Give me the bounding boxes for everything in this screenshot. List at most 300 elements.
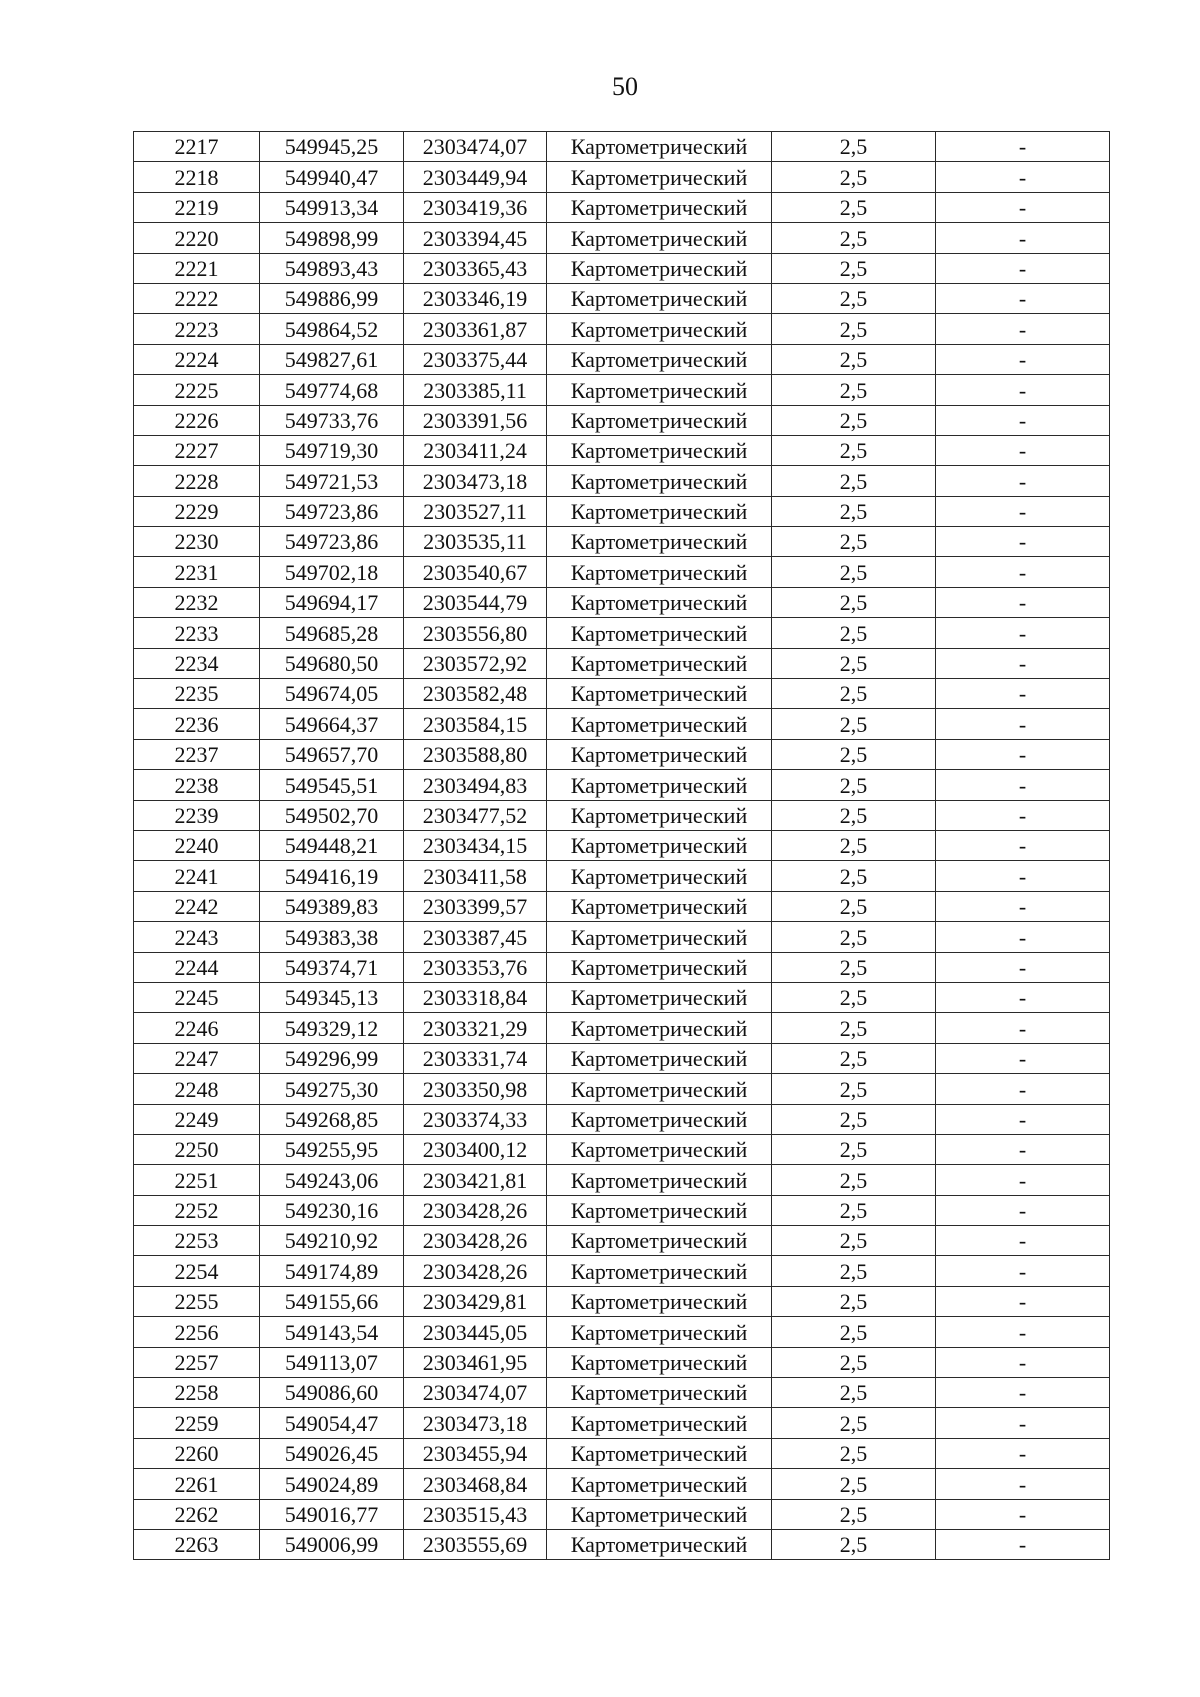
y-coordinate-cell: 2303434,15 bbox=[404, 830, 547, 860]
note-cell: - bbox=[936, 1347, 1110, 1377]
y-coordinate-cell: 2303449,94 bbox=[404, 162, 547, 192]
accuracy-cell: 2,5 bbox=[772, 283, 936, 313]
point-number-cell: 2256 bbox=[134, 1317, 260, 1347]
x-coordinate-cell: 549113,07 bbox=[260, 1347, 404, 1377]
y-coordinate-cell: 2303555,69 bbox=[404, 1529, 547, 1559]
accuracy-cell: 2,5 bbox=[772, 861, 936, 891]
accuracy-cell: 2,5 bbox=[772, 1104, 936, 1134]
x-coordinate-cell: 549026,45 bbox=[260, 1438, 404, 1468]
accuracy-cell: 2,5 bbox=[772, 679, 936, 709]
point-number-cell: 2230 bbox=[134, 527, 260, 557]
accuracy-cell: 2,5 bbox=[772, 1165, 936, 1195]
point-number-cell: 2218 bbox=[134, 162, 260, 192]
point-number-cell: 2259 bbox=[134, 1408, 260, 1438]
x-coordinate-cell: 549913,34 bbox=[260, 192, 404, 222]
method-cell: Картометрический bbox=[547, 162, 772, 192]
x-coordinate-cell: 549374,71 bbox=[260, 952, 404, 982]
method-cell: Картометрический bbox=[547, 1226, 772, 1256]
y-coordinate-cell: 2303411,58 bbox=[404, 861, 547, 891]
x-coordinate-cell: 549329,12 bbox=[260, 1013, 404, 1043]
accuracy-cell: 2,5 bbox=[772, 1529, 936, 1559]
note-cell: - bbox=[936, 1317, 1110, 1347]
table-row bbox=[134, 283, 1110, 313]
y-coordinate-cell: 2303474,07 bbox=[404, 132, 547, 162]
x-coordinate-cell: 549086,60 bbox=[260, 1378, 404, 1408]
point-number-cell: 2261 bbox=[134, 1469, 260, 1499]
point-number-cell: 2231 bbox=[134, 557, 260, 587]
method-cell: Картометрический bbox=[547, 1074, 772, 1104]
table-row bbox=[134, 344, 1110, 374]
method-cell: Картометрический bbox=[547, 952, 772, 982]
method-cell: Картометрический bbox=[547, 891, 772, 921]
point-number-cell: 2224 bbox=[134, 344, 260, 374]
accuracy-cell: 2,5 bbox=[772, 952, 936, 982]
table-row bbox=[134, 405, 1110, 435]
y-coordinate-cell: 2303365,43 bbox=[404, 253, 547, 283]
note-cell: - bbox=[936, 1195, 1110, 1225]
point-number-cell: 2252 bbox=[134, 1195, 260, 1225]
point-number-cell: 2255 bbox=[134, 1286, 260, 1316]
method-cell: Картометрический bbox=[547, 1104, 772, 1134]
note-cell: - bbox=[936, 1013, 1110, 1043]
accuracy-cell: 2,5 bbox=[772, 192, 936, 222]
table-row bbox=[134, 1408, 1110, 1438]
note-cell: - bbox=[936, 192, 1110, 222]
note-cell: - bbox=[936, 952, 1110, 982]
table-row bbox=[134, 922, 1110, 952]
y-coordinate-cell: 2303399,57 bbox=[404, 891, 547, 921]
accuracy-cell: 2,5 bbox=[772, 1469, 936, 1499]
x-coordinate-cell: 549733,76 bbox=[260, 405, 404, 435]
x-coordinate-cell: 549774,68 bbox=[260, 375, 404, 405]
x-coordinate-cell: 549674,05 bbox=[260, 679, 404, 709]
point-number-cell: 2233 bbox=[134, 618, 260, 648]
table-row bbox=[134, 435, 1110, 465]
method-cell: Картометрический bbox=[547, 1134, 772, 1164]
table-row bbox=[134, 496, 1110, 526]
method-cell: Картометрический bbox=[547, 527, 772, 557]
note-cell: - bbox=[936, 253, 1110, 283]
note-cell: - bbox=[936, 861, 1110, 891]
point-number-cell: 2217 bbox=[134, 132, 260, 162]
accuracy-cell: 2,5 bbox=[772, 739, 936, 769]
y-coordinate-cell: 2303361,87 bbox=[404, 314, 547, 344]
x-coordinate-cell: 549155,66 bbox=[260, 1286, 404, 1316]
method-cell: Картометрический bbox=[547, 618, 772, 648]
table-row bbox=[134, 770, 1110, 800]
y-coordinate-cell: 2303421,81 bbox=[404, 1165, 547, 1195]
accuracy-cell: 2,5 bbox=[772, 527, 936, 557]
note-cell: - bbox=[936, 1226, 1110, 1256]
y-coordinate-cell: 2303474,07 bbox=[404, 1378, 547, 1408]
note-cell: - bbox=[936, 1408, 1110, 1438]
y-coordinate-cell: 2303394,45 bbox=[404, 223, 547, 253]
x-coordinate-cell: 549230,16 bbox=[260, 1195, 404, 1225]
y-coordinate-cell: 2303461,95 bbox=[404, 1347, 547, 1377]
point-number-cell: 2260 bbox=[134, 1438, 260, 1468]
y-coordinate-cell: 2303318,84 bbox=[404, 982, 547, 1012]
table-row bbox=[134, 1317, 1110, 1347]
accuracy-cell: 2,5 bbox=[772, 1013, 936, 1043]
accuracy-cell: 2,5 bbox=[772, 982, 936, 1012]
point-number-cell: 2243 bbox=[134, 922, 260, 952]
y-coordinate-cell: 2303584,15 bbox=[404, 709, 547, 739]
accuracy-cell: 2,5 bbox=[772, 648, 936, 678]
table-row bbox=[134, 648, 1110, 678]
y-coordinate-cell: 2303374,33 bbox=[404, 1104, 547, 1134]
method-cell: Картометрический bbox=[547, 253, 772, 283]
method-cell: Картометрический bbox=[547, 1165, 772, 1195]
y-coordinate-cell: 2303353,76 bbox=[404, 952, 547, 982]
method-cell: Картометрический bbox=[547, 587, 772, 617]
x-coordinate-cell: 549016,77 bbox=[260, 1499, 404, 1529]
y-coordinate-cell: 2303494,83 bbox=[404, 770, 547, 800]
y-coordinate-cell: 2303321,29 bbox=[404, 1013, 547, 1043]
method-cell: Картометрический bbox=[547, 1256, 772, 1286]
x-coordinate-cell: 549345,13 bbox=[260, 982, 404, 1012]
y-coordinate-cell: 2303400,12 bbox=[404, 1134, 547, 1164]
point-number-cell: 2257 bbox=[134, 1347, 260, 1377]
point-number-cell: 2241 bbox=[134, 861, 260, 891]
y-coordinate-cell: 2303445,05 bbox=[404, 1317, 547, 1347]
table-row bbox=[134, 1378, 1110, 1408]
note-cell: - bbox=[936, 891, 1110, 921]
table-row bbox=[134, 1074, 1110, 1104]
table-body bbox=[134, 132, 1110, 1560]
method-cell: Картометрический bbox=[547, 800, 772, 830]
point-number-cell: 2258 bbox=[134, 1378, 260, 1408]
x-coordinate-cell: 549940,47 bbox=[260, 162, 404, 192]
note-cell: - bbox=[936, 1104, 1110, 1134]
table-row bbox=[134, 1529, 1110, 1559]
table-row bbox=[134, 466, 1110, 496]
note-cell: - bbox=[936, 344, 1110, 374]
table-row bbox=[134, 679, 1110, 709]
x-coordinate-cell: 549864,52 bbox=[260, 314, 404, 344]
y-coordinate-cell: 2303556,80 bbox=[404, 618, 547, 648]
method-cell: Картометрический bbox=[547, 344, 772, 374]
note-cell: - bbox=[936, 1469, 1110, 1499]
note-cell: - bbox=[936, 618, 1110, 648]
method-cell: Картометрический bbox=[547, 314, 772, 344]
accuracy-cell: 2,5 bbox=[772, 557, 936, 587]
y-coordinate-cell: 2303411,24 bbox=[404, 435, 547, 465]
accuracy-cell: 2,5 bbox=[772, 405, 936, 435]
note-cell: - bbox=[936, 283, 1110, 313]
table-row bbox=[134, 800, 1110, 830]
accuracy-cell: 2,5 bbox=[772, 1347, 936, 1377]
note-cell: - bbox=[936, 405, 1110, 435]
point-number-cell: 2244 bbox=[134, 952, 260, 982]
table-row bbox=[134, 587, 1110, 617]
x-coordinate-cell: 549143,54 bbox=[260, 1317, 404, 1347]
table-row bbox=[134, 1286, 1110, 1316]
accuracy-cell: 2,5 bbox=[772, 587, 936, 617]
table-row bbox=[134, 1347, 1110, 1377]
table-row bbox=[134, 1134, 1110, 1164]
y-coordinate-cell: 2303468,84 bbox=[404, 1469, 547, 1499]
point-number-cell: 2237 bbox=[134, 739, 260, 769]
y-coordinate-cell: 2303544,79 bbox=[404, 587, 547, 617]
note-cell: - bbox=[936, 314, 1110, 344]
point-number-cell: 2238 bbox=[134, 770, 260, 800]
x-coordinate-cell: 549210,92 bbox=[260, 1226, 404, 1256]
note-cell: - bbox=[936, 132, 1110, 162]
x-coordinate-cell: 549255,95 bbox=[260, 1134, 404, 1164]
accuracy-cell: 2,5 bbox=[772, 162, 936, 192]
note-cell: - bbox=[936, 1499, 1110, 1529]
method-cell: Картометрический bbox=[547, 132, 772, 162]
point-number-cell: 2228 bbox=[134, 466, 260, 496]
accuracy-cell: 2,5 bbox=[772, 1408, 936, 1438]
table-row bbox=[134, 1043, 1110, 1073]
point-number-cell: 2240 bbox=[134, 830, 260, 860]
accuracy-cell: 2,5 bbox=[772, 1195, 936, 1225]
table-row bbox=[134, 891, 1110, 921]
x-coordinate-cell: 549886,99 bbox=[260, 283, 404, 313]
x-coordinate-cell: 549680,50 bbox=[260, 648, 404, 678]
point-number-cell: 2254 bbox=[134, 1256, 260, 1286]
point-number-cell: 2227 bbox=[134, 435, 260, 465]
point-number-cell: 2223 bbox=[134, 314, 260, 344]
point-number-cell: 2236 bbox=[134, 709, 260, 739]
point-number-cell: 2250 bbox=[134, 1134, 260, 1164]
accuracy-cell: 2,5 bbox=[772, 375, 936, 405]
table-row bbox=[134, 618, 1110, 648]
note-cell: - bbox=[936, 1529, 1110, 1559]
method-cell: Картометрический bbox=[547, 496, 772, 526]
x-coordinate-cell: 549545,51 bbox=[260, 770, 404, 800]
point-number-cell: 2221 bbox=[134, 253, 260, 283]
x-coordinate-cell: 549723,86 bbox=[260, 527, 404, 557]
point-number-cell: 2247 bbox=[134, 1043, 260, 1073]
accuracy-cell: 2,5 bbox=[772, 1256, 936, 1286]
accuracy-cell: 2,5 bbox=[772, 830, 936, 860]
note-cell: - bbox=[936, 800, 1110, 830]
point-number-cell: 2253 bbox=[134, 1226, 260, 1256]
accuracy-cell: 2,5 bbox=[772, 1226, 936, 1256]
note-cell: - bbox=[936, 162, 1110, 192]
y-coordinate-cell: 2303375,44 bbox=[404, 344, 547, 374]
method-cell: Картометрический bbox=[547, 1317, 772, 1347]
point-number-cell: 2226 bbox=[134, 405, 260, 435]
point-number-cell: 2234 bbox=[134, 648, 260, 678]
note-cell: - bbox=[936, 1378, 1110, 1408]
y-coordinate-cell: 2303391,56 bbox=[404, 405, 547, 435]
accuracy-cell: 2,5 bbox=[772, 709, 936, 739]
method-cell: Картометрический bbox=[547, 861, 772, 891]
y-coordinate-cell: 2303428,26 bbox=[404, 1256, 547, 1286]
table-row bbox=[134, 192, 1110, 222]
accuracy-cell: 2,5 bbox=[772, 1043, 936, 1073]
table-row bbox=[134, 1226, 1110, 1256]
y-coordinate-cell: 2303582,48 bbox=[404, 679, 547, 709]
method-cell: Картометрический bbox=[547, 709, 772, 739]
x-coordinate-cell: 549389,83 bbox=[260, 891, 404, 921]
x-coordinate-cell: 549006,99 bbox=[260, 1529, 404, 1559]
accuracy-cell: 2,5 bbox=[772, 770, 936, 800]
note-cell: - bbox=[936, 679, 1110, 709]
table-row bbox=[134, 375, 1110, 405]
accuracy-cell: 2,5 bbox=[772, 1378, 936, 1408]
note-cell: - bbox=[936, 1438, 1110, 1468]
accuracy-cell: 2,5 bbox=[772, 344, 936, 374]
x-coordinate-cell: 549024,89 bbox=[260, 1469, 404, 1499]
y-coordinate-cell: 2303572,92 bbox=[404, 648, 547, 678]
table-row bbox=[134, 709, 1110, 739]
table-row bbox=[134, 162, 1110, 192]
x-coordinate-cell: 549702,18 bbox=[260, 557, 404, 587]
note-cell: - bbox=[936, 739, 1110, 769]
note-cell: - bbox=[936, 648, 1110, 678]
method-cell: Картометрический bbox=[547, 1286, 772, 1316]
note-cell: - bbox=[936, 557, 1110, 587]
accuracy-cell: 2,5 bbox=[772, 496, 936, 526]
accuracy-cell: 2,5 bbox=[772, 466, 936, 496]
note-cell: - bbox=[936, 982, 1110, 1012]
table-row bbox=[134, 557, 1110, 587]
table-row bbox=[134, 830, 1110, 860]
note-cell: - bbox=[936, 375, 1110, 405]
x-coordinate-cell: 549945,25 bbox=[260, 132, 404, 162]
point-number-cell: 2225 bbox=[134, 375, 260, 405]
note-cell: - bbox=[936, 1074, 1110, 1104]
y-coordinate-cell: 2303477,52 bbox=[404, 800, 547, 830]
method-cell: Картометрический bbox=[547, 679, 772, 709]
x-coordinate-cell: 549502,70 bbox=[260, 800, 404, 830]
x-coordinate-cell: 549664,37 bbox=[260, 709, 404, 739]
table-row bbox=[134, 132, 1110, 162]
accuracy-cell: 2,5 bbox=[772, 1134, 936, 1164]
y-coordinate-cell: 2303540,67 bbox=[404, 557, 547, 587]
x-coordinate-cell: 549275,30 bbox=[260, 1074, 404, 1104]
note-cell: - bbox=[936, 527, 1110, 557]
point-number-cell: 2239 bbox=[134, 800, 260, 830]
point-number-cell: 2245 bbox=[134, 982, 260, 1012]
method-cell: Картометрический bbox=[547, 770, 772, 800]
table-row bbox=[134, 982, 1110, 1012]
method-cell: Картометрический bbox=[547, 1013, 772, 1043]
point-number-cell: 2229 bbox=[134, 496, 260, 526]
y-coordinate-cell: 2303535,11 bbox=[404, 527, 547, 557]
note-cell: - bbox=[936, 770, 1110, 800]
y-coordinate-cell: 2303385,11 bbox=[404, 375, 547, 405]
y-coordinate-cell: 2303419,36 bbox=[404, 192, 547, 222]
method-cell: Картометрический bbox=[547, 1469, 772, 1499]
table-row bbox=[134, 861, 1110, 891]
accuracy-cell: 2,5 bbox=[772, 618, 936, 648]
accuracy-cell: 2,5 bbox=[772, 800, 936, 830]
method-cell: Картометрический bbox=[547, 466, 772, 496]
point-number-cell: 2262 bbox=[134, 1499, 260, 1529]
note-cell: - bbox=[936, 496, 1110, 526]
method-cell: Картометрический bbox=[547, 922, 772, 952]
method-cell: Картометрический bbox=[547, 1347, 772, 1377]
method-cell: Картометрический bbox=[547, 557, 772, 587]
accuracy-cell: 2,5 bbox=[772, 1286, 936, 1316]
method-cell: Картометрический bbox=[547, 435, 772, 465]
note-cell: - bbox=[936, 830, 1110, 860]
method-cell: Картометрический bbox=[547, 1438, 772, 1468]
method-cell: Картометрический bbox=[547, 223, 772, 253]
x-coordinate-cell: 549383,38 bbox=[260, 922, 404, 952]
method-cell: Картометрический bbox=[547, 1529, 772, 1559]
y-coordinate-cell: 2303331,74 bbox=[404, 1043, 547, 1073]
point-number-cell: 2232 bbox=[134, 587, 260, 617]
x-coordinate-cell: 549174,89 bbox=[260, 1256, 404, 1286]
y-coordinate-cell: 2303527,11 bbox=[404, 496, 547, 526]
x-coordinate-cell: 549721,53 bbox=[260, 466, 404, 496]
point-number-cell: 2242 bbox=[134, 891, 260, 921]
y-coordinate-cell: 2303515,43 bbox=[404, 1499, 547, 1529]
point-number-cell: 2219 bbox=[134, 192, 260, 222]
note-cell: - bbox=[936, 709, 1110, 739]
method-cell: Картометрический bbox=[547, 739, 772, 769]
method-cell: Картометрический bbox=[547, 1195, 772, 1225]
table-row bbox=[134, 1438, 1110, 1468]
method-cell: Картометрический bbox=[547, 405, 772, 435]
note-cell: - bbox=[936, 1286, 1110, 1316]
point-number-cell: 2251 bbox=[134, 1165, 260, 1195]
accuracy-cell: 2,5 bbox=[772, 253, 936, 283]
x-coordinate-cell: 549448,21 bbox=[260, 830, 404, 860]
method-cell: Картометрический bbox=[547, 1378, 772, 1408]
accuracy-cell: 2,5 bbox=[772, 1317, 936, 1347]
table-row bbox=[134, 1195, 1110, 1225]
accuracy-cell: 2,5 bbox=[772, 1499, 936, 1529]
method-cell: Картометрический bbox=[547, 283, 772, 313]
x-coordinate-cell: 549296,99 bbox=[260, 1043, 404, 1073]
y-coordinate-cell: 2303455,94 bbox=[404, 1438, 547, 1468]
method-cell: Картометрический bbox=[547, 375, 772, 405]
table-row bbox=[134, 223, 1110, 253]
accuracy-cell: 2,5 bbox=[772, 922, 936, 952]
table-row bbox=[134, 527, 1110, 557]
note-cell: - bbox=[936, 466, 1110, 496]
x-coordinate-cell: 549898,99 bbox=[260, 223, 404, 253]
table-row bbox=[134, 1256, 1110, 1286]
table-row bbox=[134, 1104, 1110, 1134]
accuracy-cell: 2,5 bbox=[772, 435, 936, 465]
point-number-cell: 2222 bbox=[134, 283, 260, 313]
y-coordinate-cell: 2303473,18 bbox=[404, 466, 547, 496]
point-number-cell: 2249 bbox=[134, 1104, 260, 1134]
x-coordinate-cell: 549694,17 bbox=[260, 587, 404, 617]
note-cell: - bbox=[936, 435, 1110, 465]
method-cell: Картометрический bbox=[547, 830, 772, 860]
point-number-cell: 2246 bbox=[134, 1013, 260, 1043]
accuracy-cell: 2,5 bbox=[772, 314, 936, 344]
x-coordinate-cell: 549723,86 bbox=[260, 496, 404, 526]
y-coordinate-cell: 2303588,80 bbox=[404, 739, 547, 769]
y-coordinate-cell: 2303428,26 bbox=[404, 1226, 547, 1256]
accuracy-cell: 2,5 bbox=[772, 132, 936, 162]
x-coordinate-cell: 549657,70 bbox=[260, 739, 404, 769]
method-cell: Картометрический bbox=[547, 192, 772, 222]
note-cell: - bbox=[936, 1043, 1110, 1073]
method-cell: Картометрический bbox=[547, 1408, 772, 1438]
accuracy-cell: 2,5 bbox=[772, 1438, 936, 1468]
point-number-cell: 2235 bbox=[134, 679, 260, 709]
table-row bbox=[134, 1499, 1110, 1529]
table-row bbox=[134, 1469, 1110, 1499]
y-coordinate-cell: 2303473,18 bbox=[404, 1408, 547, 1438]
point-number-cell: 2248 bbox=[134, 1074, 260, 1104]
note-cell: - bbox=[936, 922, 1110, 952]
y-coordinate-cell: 2303346,19 bbox=[404, 283, 547, 313]
note-cell: - bbox=[936, 1256, 1110, 1286]
accuracy-cell: 2,5 bbox=[772, 223, 936, 253]
